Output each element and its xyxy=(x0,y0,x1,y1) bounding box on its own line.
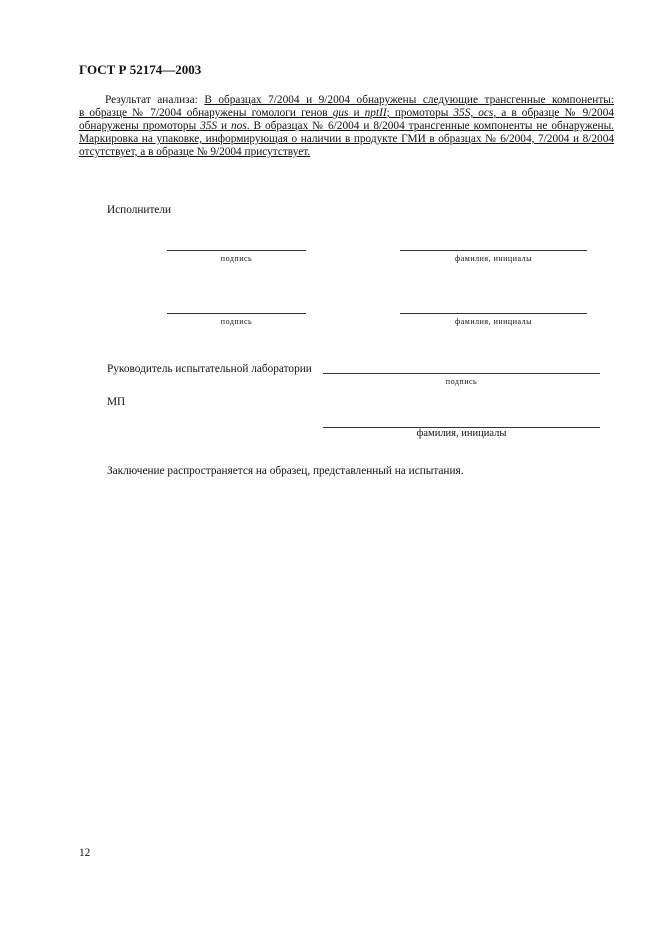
name-caption: фамилия, инициалы xyxy=(455,317,532,326)
text-span: Результат анализа: xyxy=(105,94,205,106)
text-span: обнаружены промоторы xyxy=(79,120,201,132)
lab-head-signature-line xyxy=(323,373,600,374)
signature-caption: подпись xyxy=(445,377,478,386)
stamp-label: МП xyxy=(107,396,126,408)
text-span: . В образцах № 6/2004 и 8/2004 трансгенные компоненты не обнаружены. xyxy=(246,120,614,132)
signature-caption: подпись xyxy=(220,317,253,326)
conclusion-text: Заключение распространяется на образец, представленный на испытания. xyxy=(107,465,464,477)
name-line xyxy=(400,250,587,251)
name-line xyxy=(400,313,587,314)
text-span: Маркировка на упаковке, информирующая о наличии в продукте ГМИ в образцах № 6/2004, 7/2004 и 8/2004 xyxy=(79,133,614,145)
document-header: ГОСТ Р 52174—2003 xyxy=(79,62,202,77)
text-span: отсутствует, а в образце № 9/2004 присутствует. xyxy=(79,146,311,158)
promoter-name: 35S xyxy=(200,120,218,132)
analysis-result-paragraph xyxy=(79,94,614,159)
text-span: и xyxy=(348,107,365,119)
name-caption: фамилия, инициалы xyxy=(455,254,532,263)
text-span: В образцах 7/2004 и 9/2004 обнаружены следующие трансгенные компоненты: xyxy=(204,94,614,106)
performers-label: Исполнители xyxy=(107,204,172,216)
signature-caption: подпись xyxy=(220,254,253,263)
gene-name: nptII xyxy=(364,107,387,119)
text-span: , а в образце № 9/2004 xyxy=(493,107,615,119)
gene-name: gus xyxy=(332,107,349,119)
paragraph-line xyxy=(79,94,614,107)
paragraph-line xyxy=(79,107,614,120)
text-span: в образце № 7/2004 обнаружены гомологи генов xyxy=(79,107,333,119)
page-number: 12 xyxy=(79,847,91,859)
paragraph-line xyxy=(79,146,614,159)
promoter-name: nos xyxy=(231,120,247,132)
lab-head-label: Руководитель испытательной лаборатории xyxy=(107,363,312,375)
name-caption: фамилия, инициалы xyxy=(416,428,507,439)
signature-line xyxy=(167,250,306,251)
paragraph-line xyxy=(79,133,614,146)
text-span: и xyxy=(217,120,232,132)
paragraph-line xyxy=(79,120,614,133)
signature-line xyxy=(167,313,306,314)
text-span: ; промоторы xyxy=(386,107,454,119)
promoter-name: 35S, ocs xyxy=(453,107,494,119)
